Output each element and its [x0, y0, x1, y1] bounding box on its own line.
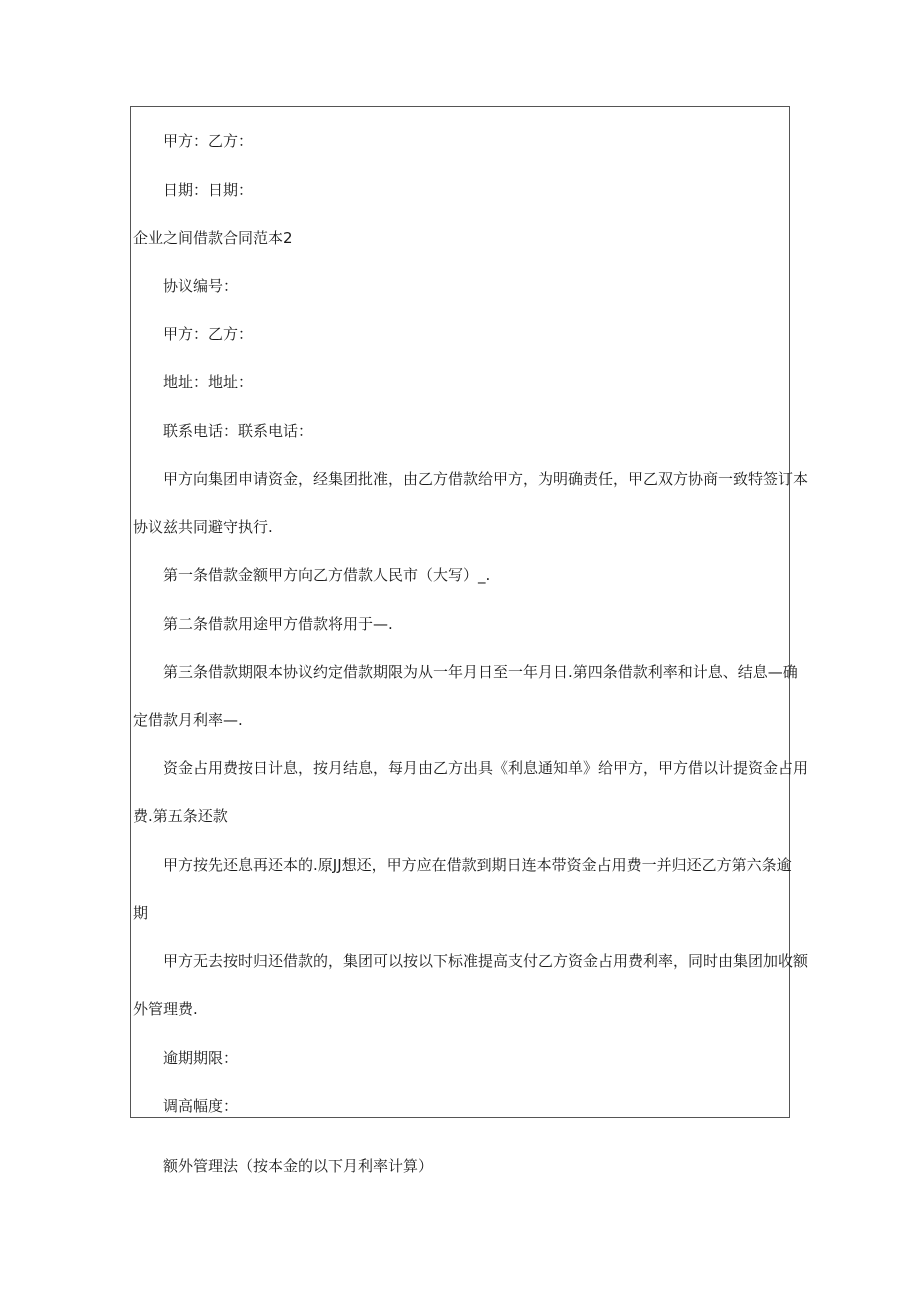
management-fee-line: 额外管理法（按本金的以下月利率计算）: [163, 1157, 434, 1175]
repayment-line-1: 甲方按先还息再还本的.原JJ想还，甲方应在借款到期日连本带资金占用费一并归还乙方第六条逾: [163, 856, 792, 874]
preamble-line-2: 协议兹共同避守执行.: [133, 518, 273, 536]
overdue-period: 逾期期限：: [163, 1049, 239, 1067]
address-line: 地址：地址：: [163, 373, 254, 391]
date-line: 日期：日期：: [163, 181, 254, 199]
section-heading: 企业之间借款合同范本2: [133, 229, 293, 247]
party-line-2: 甲方：乙方：: [163, 325, 254, 343]
overdue-line-1: 甲方无去按时归还借款的，集团可以按以下标准提高支付乙方资金占用费利率，同时由集团加收额: [163, 952, 809, 970]
interest-line-1: 资金占用费按日计息，按月结息，每月由乙方出具《利息通知单》给甲方，甲方借以计提资金占用: [163, 759, 809, 777]
preamble-line-1: 甲方向集团申请资金，经集团批准，由乙方借款给甲方，为明确责任，甲乙双方协商一致特签订本: [163, 470, 809, 488]
interest-line-2: 费.第五条还款: [133, 807, 228, 825]
phone-line: 联系电话：联系电话：: [163, 422, 314, 440]
agreement-number: 协议编号：: [163, 277, 239, 295]
clause-3-line-2: 定借款月利率—.: [133, 711, 243, 729]
repayment-line-2: 期: [133, 904, 149, 922]
clause-3-line-1: 第三条借款期限本协议约定借款期限为从一年月日至一年月日.第四条借款利率和计息、结息—确: [163, 663, 798, 681]
rate-increase: 调高幅度：: [163, 1097, 239, 1115]
clause-2: 第二条借款用途甲方借款将用于—.: [163, 615, 393, 633]
overdue-line-2: 外管理费.: [133, 1000, 198, 1018]
clause-1: 第一条借款金额甲方向乙方借款人民市（大写）_.: [163, 566, 491, 584]
party-line-1: 甲方：乙方：: [163, 132, 254, 150]
